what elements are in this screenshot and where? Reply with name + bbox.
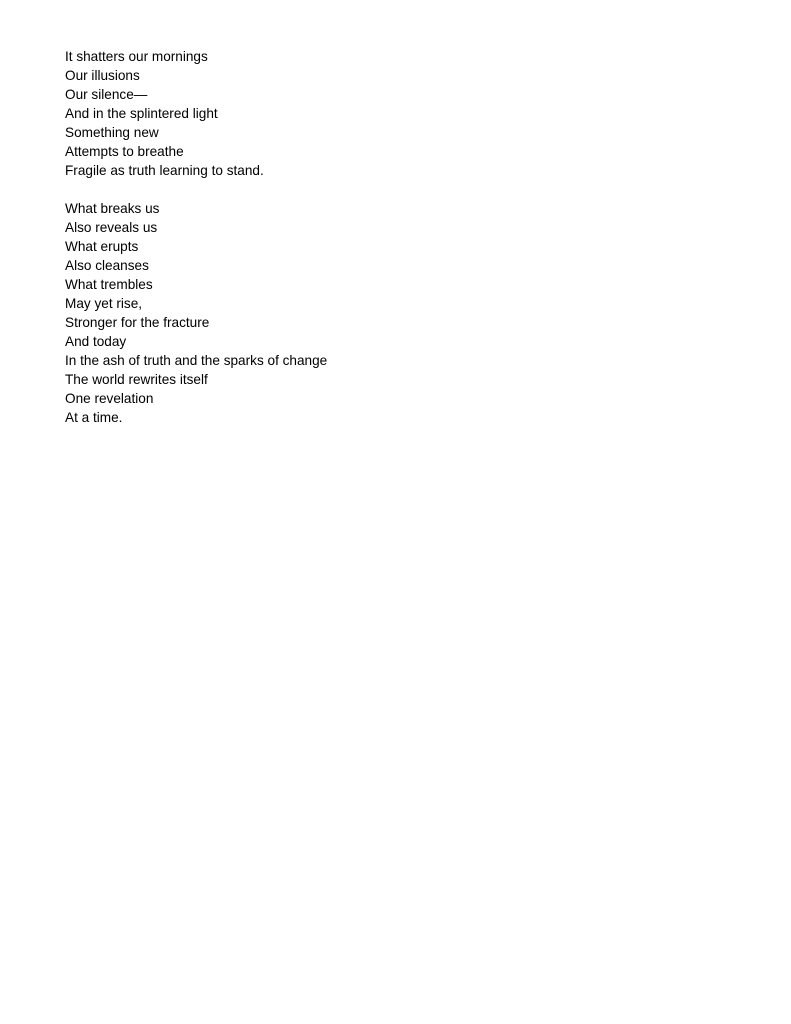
poem-line: Also cleanses xyxy=(65,258,149,273)
stanza-1 xyxy=(65,47,745,180)
poem-line: And in the splintered light xyxy=(65,106,218,121)
poem-line: One revelation xyxy=(65,391,154,406)
poem-line: May yet rise, xyxy=(65,296,143,311)
poem-line: At a time. xyxy=(65,410,123,425)
poem-line: It shatters our mornings xyxy=(65,49,208,64)
poem-line: What erupts xyxy=(65,239,139,254)
poem-line: Our silence— xyxy=(65,87,148,102)
poem-line: Attempts to breathe xyxy=(65,144,184,159)
poem-line: What breaks us xyxy=(65,201,160,216)
poem-body xyxy=(65,47,745,427)
poem-line: In the ash of truth and the sparks of change xyxy=(65,353,328,368)
poem-line: And today xyxy=(65,334,127,349)
poem-line: Stronger for the fracture xyxy=(65,315,210,330)
stanza-2 xyxy=(65,199,745,427)
poem-line: Our illusions xyxy=(65,68,140,83)
poem-line: Fragile as truth learning to stand. xyxy=(65,163,264,178)
poem-line: The world rewrites itself xyxy=(65,372,208,387)
poem-line: Something new xyxy=(65,125,159,140)
poem-line: Also reveals us xyxy=(65,220,158,235)
poem-line: What trembles xyxy=(65,277,153,292)
